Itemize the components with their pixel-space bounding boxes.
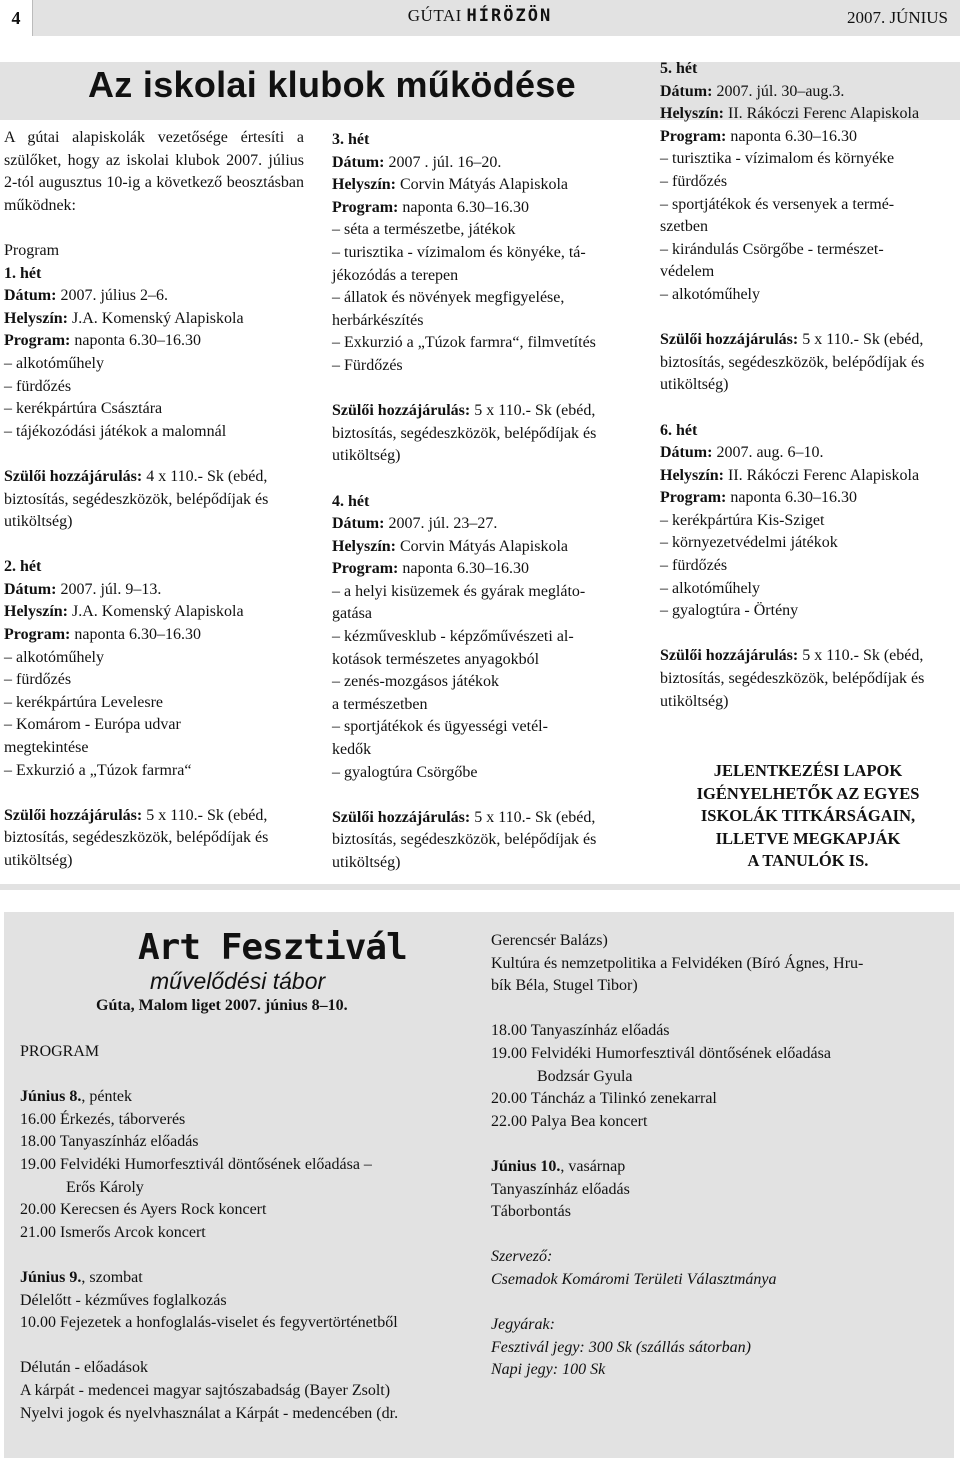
schedule-item: 19.00 Felvidéki Humorfesztivál döntősének előadása xyxy=(491,1044,831,1062)
activity-item: – alkotóműhely xyxy=(660,579,760,597)
week-place: Helyszín: II. Rákóczi Ferenc Alapiskola xyxy=(660,105,920,123)
article-column-3 xyxy=(660,58,960,713)
activity-item: kedők xyxy=(332,741,372,759)
week-block-2 xyxy=(4,556,304,872)
notice-line: JELENTKEZÉSI LAPOK xyxy=(713,761,903,780)
issue-date: 2007. JÚNIUS xyxy=(846,8,948,27)
week-heading: 6. hét xyxy=(660,421,698,439)
section-divider xyxy=(0,884,960,890)
week-fee-detail: utiköltség) xyxy=(660,692,729,710)
festival-title: Art Fesztivál xyxy=(138,927,407,968)
activity-item: – turisztika - vízimalom és környéke xyxy=(660,150,895,168)
activity-item: – fürdőzés xyxy=(660,172,728,190)
activity-item: – tájékozódási játékok a malomnál xyxy=(4,422,227,440)
article-column-2 xyxy=(332,129,638,875)
schedule-item: 20.00 Kerecsen és Ayers Rock koncert xyxy=(20,1201,267,1219)
week-place: Helyszín: J.A. Komenský Alapiskola xyxy=(4,309,244,327)
week-program: Program: naponta 6.30–16.30 xyxy=(660,489,857,507)
activity-item: – állatok és növények megfigyelése, xyxy=(332,289,565,307)
schedule-item: Délután - előadások xyxy=(20,1359,148,1377)
week-heading: 3. hét xyxy=(332,131,370,148)
week-place: Helyszín: Corvin Mátyás Alapiskola xyxy=(332,176,568,194)
festival-right-column xyxy=(491,930,951,1382)
week-program: Program: naponta 6.30–16.30 xyxy=(332,198,529,216)
week-date: Dátum: 2007. júl. 30–aug.3. xyxy=(660,82,845,100)
notice-line: ISKOLÁK TITKÁRSÁGAIN, xyxy=(700,806,916,825)
week-fee: Szülői hozzájárulás: 5 x 110.- Sk (ebéd, xyxy=(332,402,596,420)
schedule-item: 21.00 Ismerős Arcok koncert xyxy=(20,1223,206,1241)
notice-line: IGÉNYELHETŐK AZ EGYES xyxy=(696,783,920,803)
week-fee-detail: utiköltség) xyxy=(660,376,729,394)
week-place: Helyszín: Corvin Mátyás Alapiskola xyxy=(332,537,568,555)
schedule-item: 20.00 Táncház a Tilinkó zenekarral xyxy=(491,1090,717,1108)
program-heading: PROGRAM xyxy=(20,1043,100,1060)
activity-item: – sportjátékok és versenyek a termé- xyxy=(660,195,895,213)
festival-location: Gúta, Malom liget 2007. június 8–10. xyxy=(96,997,348,1014)
week-program: Program: naponta 6.30–16.30 xyxy=(332,560,529,578)
week-date: Dátum: 2007 . júl. 16–20. xyxy=(332,153,502,171)
week-fee-detail: biztosítás, segédeszközök, belépődíjak és xyxy=(4,490,269,508)
week-fee-detail: biztosítás, segédeszközök, belépődíjak és xyxy=(660,353,925,371)
week-heading: 5. hét xyxy=(660,60,698,77)
activity-item: – fürdőzés xyxy=(4,377,72,395)
activity-item: – zenés-mozgásos játékok xyxy=(332,673,500,691)
masthead-word-2: HÍRÖZÖN xyxy=(466,6,553,26)
schedule-item: Délelőtt - kézműves foglalkozás xyxy=(20,1291,227,1309)
activity-item: – Exkurzió a „Túzok farmra“ xyxy=(4,761,192,779)
activity-item: – Exkurzió a „Túzok farmra“, filmvetítés xyxy=(332,334,596,352)
schedule-item: Kultúra és nemzetpolitika a Felvidéken (Bíró Ágnes, Hru- xyxy=(491,954,864,972)
week-fee-detail: biztosítás, segédeszközök, belépődíjak és xyxy=(332,424,597,442)
week-date: Dátum: 2007. július 2–6. xyxy=(4,287,168,305)
activity-item: – kerékpártúra Kis-Sziget xyxy=(660,511,825,529)
week-place: Helyszín: II. Rákóczi Ferenc Alapiskola xyxy=(660,466,920,484)
schedule-item: A kárpát - medencei magyar sajtószabadság (Bayer Zsolt) xyxy=(20,1381,391,1399)
activity-item: – alkotóműhely xyxy=(4,648,104,666)
tickets-label: Jegyárak: xyxy=(491,1316,555,1334)
week-block-3 xyxy=(332,129,638,468)
schedule-item: Bodzsár Gyula xyxy=(537,1067,633,1085)
week-fee-detail: utiköltség) xyxy=(332,447,401,465)
day-heading: Június 10., vasárnap xyxy=(491,1157,626,1175)
activity-item: – gyalogtúra - Örtény xyxy=(660,602,799,620)
schedule-item: Erős Károly xyxy=(66,1178,144,1196)
activity-item: – kirándulás Csörgőbe - természet- xyxy=(660,240,884,258)
week-place: Helyszín: J.A. Komenský Alapiskola xyxy=(4,603,244,621)
ticket-price: Fesztivál jegy: 300 Sk (szállás sátorban) xyxy=(491,1338,751,1356)
activity-item: – kerékpártúra Levelesre xyxy=(4,693,164,711)
activity-item: megtekintése xyxy=(4,739,89,757)
page-number: 4 xyxy=(0,0,33,36)
activity-item: a természetben xyxy=(332,695,428,713)
week-fee: Szülői hozzájárulás: 5 x 110.- Sk (ebéd, xyxy=(332,808,596,826)
schedule-item: Nyelvi jogok és nyelvhasználat a Kárpát - medencében (dr. xyxy=(20,1404,399,1422)
week-program: Program: naponta 6.30–16.30 xyxy=(4,626,201,644)
ticket-price: Napi jegy: 100 Sk xyxy=(491,1361,606,1379)
activity-item: – kerékpártúra Császtára xyxy=(4,400,163,418)
activity-item: – turisztika - vízimalom és könyéke, tá- xyxy=(332,243,586,261)
schedule-item: 16.00 Érkezés, táborverés xyxy=(20,1110,186,1128)
week-program: Program: naponta 6.30–16.30 xyxy=(4,332,201,350)
week-heading: 2. hét xyxy=(4,558,42,576)
day-heading: Június 8., péntek xyxy=(20,1088,133,1106)
article-intro: A gútai alapiskolák vezetősége értesíti a szülőket, hogy az iskolai klubok 2007. július 2-tól augusztus 10-ig a következő beosztásban működnek: xyxy=(4,129,304,214)
organizer-label: Szervező: xyxy=(491,1248,553,1266)
activity-item: – alkotóműhely xyxy=(4,354,104,372)
activity-item: – alkotóműhely xyxy=(660,285,760,303)
week-heading: 1. hét xyxy=(4,264,42,282)
activity-item: – a helyi kisüzemek és gyárak megláto- xyxy=(332,582,586,600)
week-fee: Szülői hozzájárulás: 4 x 110.- Sk (ebéd, xyxy=(4,467,268,485)
week-block-4 xyxy=(332,491,638,875)
notice-line: ILLETVE MEGKAPJÁK xyxy=(715,828,901,848)
week-program: Program: naponta 6.30–16.30 xyxy=(660,127,857,145)
organizer-name: Csemadok Komáromi Területi Választmánya xyxy=(491,1270,777,1288)
activity-item: – gyalogtúra Csörgőbe xyxy=(332,763,478,781)
week-block-6 xyxy=(660,420,960,714)
week-block-5 xyxy=(660,58,960,397)
activity-item: jékozódás a terepen xyxy=(332,266,459,284)
activity-item: – Komárom - Európa udvar xyxy=(4,716,181,734)
activity-item: – Fürdőzés xyxy=(332,356,403,374)
activity-item: – sportjátékok és ügyességi vetél- xyxy=(332,718,548,736)
activity-item: – kézművesklub - képzőművészeti al- xyxy=(332,628,574,646)
activity-item: – fürdőzés xyxy=(4,671,72,689)
week-block-1 xyxy=(4,263,304,534)
activity-item: herbárkészítés xyxy=(332,311,424,329)
day-heading: Június 9., szombat xyxy=(20,1268,143,1286)
week-fee-detail: utiköltség) xyxy=(332,854,401,871)
article-title: Az iskolai klubok működése xyxy=(88,64,576,105)
activity-item: gatása xyxy=(332,605,372,623)
activity-item: – környezetvédelmi játékok xyxy=(660,534,838,552)
week-fee-detail: biztosítás, segédeszközök, belépődíjak és xyxy=(660,670,925,688)
schedule-item: 18.00 Tanyaszínház előadás xyxy=(20,1133,199,1151)
schedule-item: Gerencsér Balázs) xyxy=(491,932,608,949)
festival-subtitle: művelődési tábor xyxy=(150,968,326,994)
week-fee: Szülői hozzájárulás: 5 x 110.- Sk (ebéd, xyxy=(660,647,924,665)
program-label: Program xyxy=(4,241,60,259)
masthead-word-1: GÚTAI xyxy=(407,6,462,25)
schedule-item: 18.00 Tanyaszínház előadás xyxy=(491,1022,670,1040)
week-fee-detail: utiköltség) xyxy=(4,852,73,869)
activity-item: védelem xyxy=(660,263,715,281)
week-date: Dátum: 2007. aug. 6–10. xyxy=(660,444,824,462)
week-heading: 4. hét xyxy=(332,492,370,510)
newspaper-masthead xyxy=(0,6,960,26)
week-fee-detail: utiköltség) xyxy=(4,513,73,531)
week-fee: Szülői hozzájárulás: 5 x 110.- Sk (ebéd, xyxy=(4,806,268,824)
activity-item: kotások természetes anyagokból xyxy=(332,650,540,668)
notice-line: A TANULÓK IS. xyxy=(747,851,869,870)
activity-item: szetben xyxy=(660,218,708,236)
week-date: Dátum: 2007. júl. 9–13. xyxy=(4,580,162,598)
schedule-item: 22.00 Palya Bea koncert xyxy=(491,1112,648,1130)
schedule-item: bík Béla, Stugel Tibor) xyxy=(491,977,638,995)
activity-item: – fürdőzés xyxy=(660,557,728,575)
schedule-item: 19.00 Felvidéki Humorfesztivál döntősének előadása – xyxy=(20,1155,372,1173)
schedule-item: Tanyaszínház előadás xyxy=(491,1180,630,1198)
week-fee-detail: biztosítás, segédeszközök, belépődíjak és xyxy=(4,829,269,847)
week-date: Dátum: 2007. júl. 23–27. xyxy=(332,515,498,533)
article-column-1 xyxy=(4,127,304,873)
schedule-item: 10.00 Fejezetek a honfoglalás-viselet és fegyvertörténetből xyxy=(20,1314,398,1332)
festival-left-column xyxy=(20,1041,490,1425)
schedule-item: Táborbontás xyxy=(491,1203,571,1221)
week-fee-detail: biztosítás, segédeszközök, belépődíjak és xyxy=(332,831,597,849)
week-fee: Szülői hozzájárulás: 5 x 110.- Sk (ebéd, xyxy=(660,331,924,349)
registration-notice xyxy=(658,760,958,873)
activity-item: – séta a természetbe, játékok xyxy=(332,221,516,239)
